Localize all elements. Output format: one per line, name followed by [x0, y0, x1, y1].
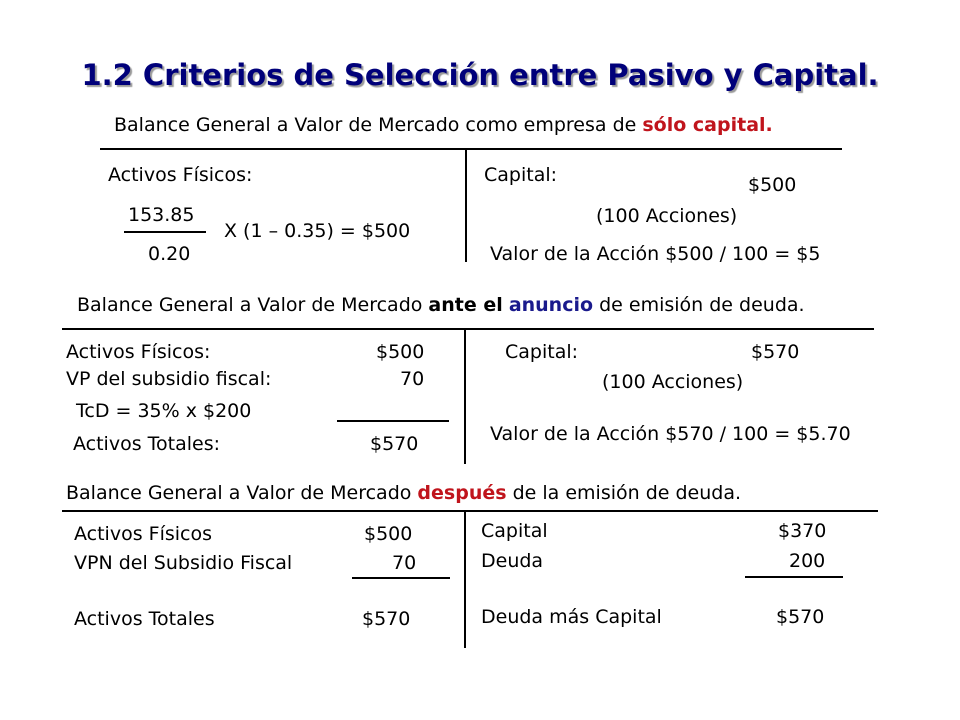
section2-share-value: Valor de la Acción $570 / 100 = $5.70 [490, 423, 851, 445]
section2-heading-bold: ante el [428, 294, 503, 316]
section3-right-sum-rule [745, 576, 843, 578]
section3-left-total-value: $570 [362, 608, 411, 630]
section2-right-label: Capital: [505, 341, 579, 363]
section1-capital-value: $500 [748, 174, 797, 196]
section3-right-total-value: $570 [776, 606, 825, 628]
section3-right-row2-label: Deuda [481, 550, 544, 572]
section2-heading-emphasis: anuncio [508, 294, 594, 316]
section2-top-rule [62, 328, 874, 330]
section3-right-row1-label: Capital [481, 520, 548, 542]
section3-heading-tail: de la emisión de deuda. [506, 482, 742, 504]
section3-heading-text: Balance General a Valor de Mercado [66, 482, 418, 504]
section2-total-label: Activos Totales: [73, 433, 221, 455]
section3-heading-emphasis: después [417, 482, 507, 504]
section1-left-label: Activos Físicos: [108, 164, 253, 186]
section2-row2-value: 70 [400, 368, 425, 390]
fraction-bar [124, 231, 206, 233]
section1-numerator: 153.85 [128, 204, 195, 226]
section2-heading [77, 294, 805, 316]
section2-heading-tail: de emisión de deuda. [593, 294, 805, 316]
section3-right-total-label: Deuda más Capital [481, 606, 662, 628]
page-title: 1.2 Criterios de Selección entre Pasivo y Capital. [81, 58, 879, 92]
section2-shares: (100 Acciones) [602, 371, 744, 393]
section3-top-rule [62, 510, 878, 512]
section1-divider [465, 148, 467, 262]
section2-row1-label: Activos Físicos: [66, 341, 211, 363]
section3-right-row2-value: 200 [789, 550, 826, 572]
section3-heading [66, 482, 741, 504]
section1-share-value: Valor de la Acción $500 / 100 = $5 [490, 243, 821, 265]
section2-capital-value: $570 [751, 341, 800, 363]
section3-left-sum-rule [352, 577, 450, 579]
section2-row3-label: TcD = 35% x $200 [76, 400, 252, 422]
section3-row2-label: VPN del Subsidio Fiscal [74, 552, 293, 574]
section2-row1-value: $500 [376, 341, 425, 363]
section1-right-label: Capital: [484, 164, 558, 186]
section3-row1-value: $500 [364, 523, 413, 545]
section1-top-rule [100, 148, 842, 150]
section2-total-value: $570 [370, 433, 419, 455]
section1-shares: (100 Acciones) [596, 205, 738, 227]
section1-heading-emphasis: sólo capital. [642, 114, 773, 136]
section2-heading-text: Balance General a Valor de Mercado [77, 294, 429, 316]
section2-row2-label: VP del subsidio fiscal: [66, 368, 272, 390]
section1-heading-text: Balance General a Valor de Mercado como empresa de [114, 114, 643, 136]
section1-multiplier: X (1 – 0.35) = $500 [224, 220, 411, 242]
section3-divider [464, 510, 466, 648]
section2-divider [464, 328, 466, 464]
section3-row1-label: Activos Físicos [74, 523, 213, 545]
section1-heading [114, 114, 773, 136]
section1-denominator: 0.20 [148, 243, 191, 265]
section3-left-total-label: Activos Totales [74, 608, 215, 630]
section3-right-row1-value: $370 [778, 520, 827, 542]
section3-row2-value: 70 [392, 552, 417, 574]
section2-sum-rule [337, 420, 449, 422]
